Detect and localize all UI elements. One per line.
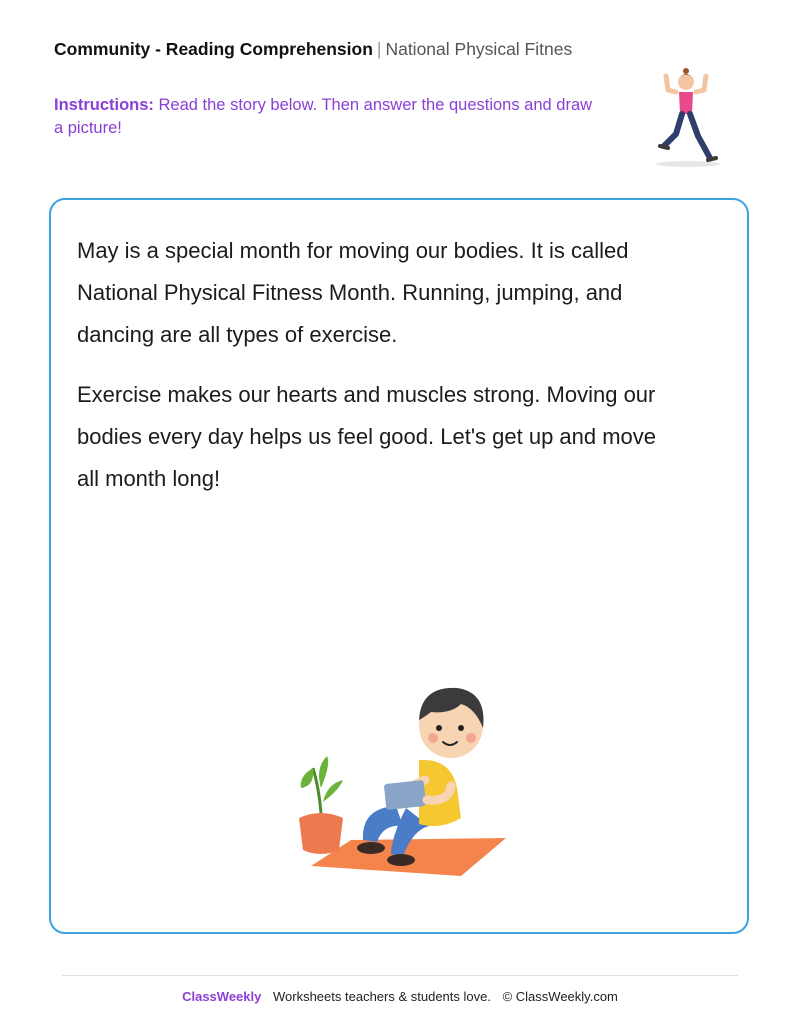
instructions-text: Read the story below. Then answer the questions and draw a picture!	[54, 96, 593, 137]
story-paragraph-2: Exercise makes our hearts and muscles strong. Moving our bodies every day helps us feel good. Let's get up and move all month long!	[77, 382, 657, 491]
instructions	[54, 94, 604, 140]
worksheet-header	[54, 38, 606, 60]
runner-illustration	[640, 58, 740, 170]
story-text	[77, 230, 677, 518]
instructions-label: Instructions:	[54, 96, 154, 114]
header-separator: |	[376, 39, 382, 59]
worksheet-subtitle: National Physical Fitnes	[385, 39, 573, 59]
boy-with-tablet-illustration	[291, 668, 521, 883]
worksheet-title: Community - Reading Comprehension	[54, 39, 373, 59]
footer-copyright: © ClassWeekly.com	[502, 989, 618, 1004]
footer	[0, 989, 800, 1004]
story-paragraph-1: May is a special month for moving our bodies. It is called National Physical Fitness Month. Running, jumping, and dancing are all types of exercise.	[77, 238, 629, 347]
footer-divider	[62, 975, 738, 976]
footer-brand[interactable]: ClassWeekly	[182, 989, 262, 1004]
story-box	[49, 198, 749, 934]
footer-tagline: Worksheets teachers & students love.	[272, 989, 491, 1004]
